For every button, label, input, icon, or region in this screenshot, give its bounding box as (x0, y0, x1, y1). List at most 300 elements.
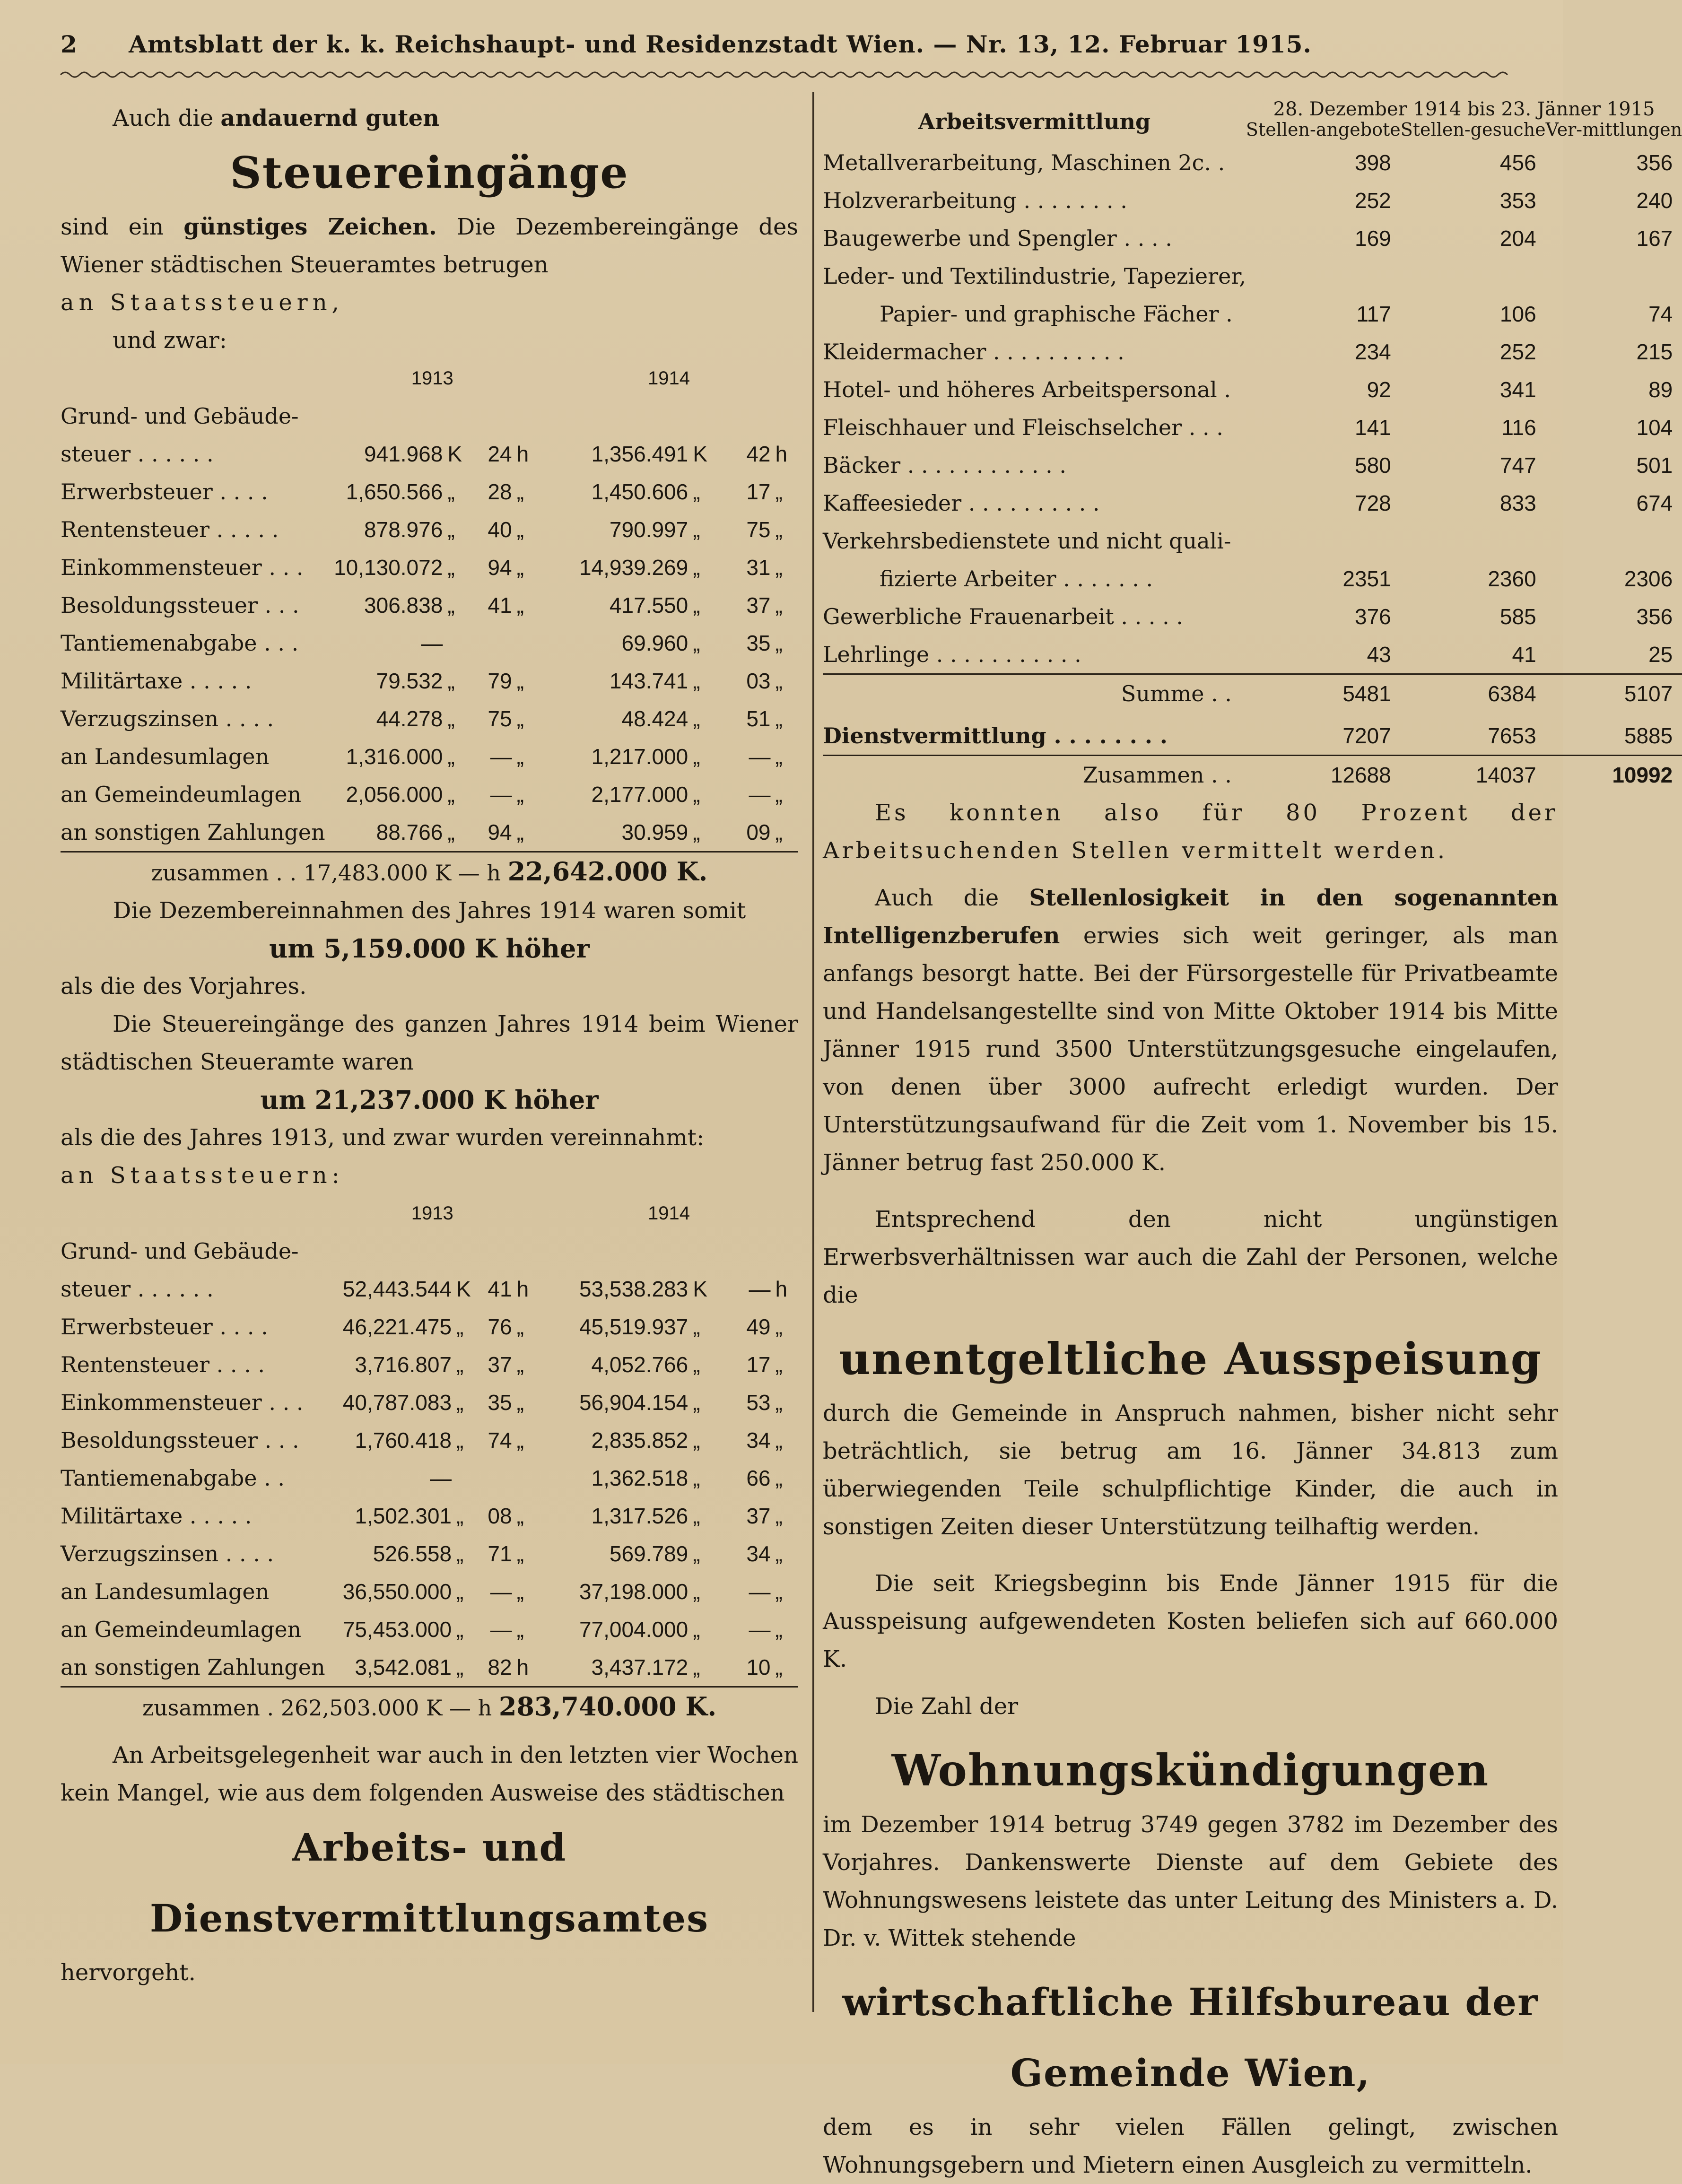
row-label: Lehrlinge . . . . . . . . . . . (823, 642, 1081, 667)
value-1913: 3,716.807 (355, 1352, 452, 1377)
row-label: Fleischhauer und Fleischselcher . . . (823, 415, 1223, 440)
unit: „ (516, 1314, 524, 1339)
value-1913: 44.278 (376, 706, 443, 731)
unit: „ (693, 1617, 700, 1642)
unit: „ (516, 479, 524, 504)
row-label: Leder- und Textilindustrie, Tapezierer, (823, 263, 1246, 289)
paragraph-vorjahr: als die des Vorjahres. (61, 973, 307, 1000)
value-1914: 1,317.526 (591, 1504, 688, 1528)
table-row (61, 548, 798, 586)
heller-1913: 08 (488, 1504, 512, 1528)
value-1914: 14,939.269 (579, 555, 688, 580)
unit: „ (693, 744, 700, 769)
row-value-c: 74 (1648, 302, 1673, 326)
p6-post: erwies sich weit geringer, als man anfangs besorgt hatte. Bei der Fürsorgestelle für Privatbeamte und Handelsangestellte sind von Mitte Oktober 1914 bis Mitte Jänner 1915 rund 3500 Unterstützungsgesuche eingelaufen, von denen über 3000 aufrecht erledigt wurden. Der Unterstützungsaufwand für die Zeit vom 1. November bis 15. Jänner betrug fast 250.000 K. (823, 922, 1558, 1176)
unit: „ (775, 479, 783, 504)
unit: „ (693, 706, 700, 731)
unit: h (516, 1655, 529, 1679)
unit: „ (693, 1428, 700, 1453)
unit: „ (693, 782, 700, 807)
row-value-a: 141 (1354, 415, 1391, 440)
heller-1914: 35 (746, 631, 771, 655)
unit: „ (775, 744, 783, 769)
zusammen-a: 12688 (1246, 755, 1401, 794)
row-label: Erwerbsteuer . . . . (61, 1314, 268, 1340)
paragraph-ganzes-jahr: Die Steuereingänge des ganzen Jahres 1914 beim Wiener städtischen Steueramte waren (61, 1011, 798, 1075)
tax-table-december (61, 359, 798, 892)
row-value-b: 41 (1512, 642, 1536, 667)
unit: „ (516, 1579, 524, 1604)
unit: „ (775, 631, 783, 655)
summe-a: 5481 (1246, 674, 1401, 713)
value-1913: 306.838 (364, 593, 443, 618)
unit: „ (693, 1655, 700, 1679)
value-1914: 56,904.154 (579, 1390, 688, 1415)
total-value: 283,740.000 K. (498, 1691, 717, 1722)
gazette-title: Amtsblatt der k. k. Reichshaupt- und Residenzstadt Wien. — Nr. 13, 12. Februar 1915. (129, 30, 1312, 58)
value-1913: 878.976 (364, 517, 443, 542)
paragraph-ausgleich: dem es in sehr vielen Fällen gelingt, zwischen Wohnungsgebern und Mietern einen Ausgleich zu vermitteln. (823, 2114, 1558, 2178)
unit: „ (693, 631, 700, 655)
heller-1914: 42 (746, 442, 771, 466)
table-row (823, 446, 1682, 484)
heading-arbeitsamt: Arbeits- und Dienstvermittlungsamtes (149, 1825, 709, 1940)
row-value-c: 501 (1636, 453, 1673, 478)
total-label: zusammen . . 17,483.000 K — h (151, 860, 501, 886)
intro-bold: andauernd guten (220, 105, 440, 131)
unit: „ (693, 555, 700, 580)
value-1913: 1,502.301 (355, 1504, 452, 1528)
p6-bold: Stellenlosigkeit in den sogenannten Intelligenzberufen (823, 884, 1559, 949)
heller-1913: 76 (488, 1314, 512, 1339)
paragraph-erwerbsverhaeltnisse: Entsprechend den nicht ungünstigen Erwerbsverhältnissen war auch die Zahl der Personen, welche die (823, 1206, 1558, 1308)
value-1914: 48.424 (621, 706, 688, 731)
row-label: an Gemeindeumlagen (61, 1617, 302, 1642)
value-1913: 1,316.000 (346, 744, 443, 769)
value-1913: 1,760.418 (355, 1428, 452, 1453)
heller-1913: 41 (488, 593, 512, 618)
column-divider (812, 92, 814, 2012)
heller-1914: 31 (746, 555, 771, 580)
heller-1913: 40 (488, 517, 512, 542)
zusammen-c: 10992 (1546, 755, 1682, 794)
row-value-c: 2306 (1624, 566, 1673, 591)
heller-1913: 74 (488, 1428, 512, 1453)
value-1913: 40,787.083 (342, 1390, 452, 1415)
intro-text: Auch die (113, 105, 221, 131)
heller-1914: 37 (746, 593, 771, 618)
row-value-a: 43 (1367, 642, 1391, 667)
row-value-a: 398 (1354, 150, 1391, 175)
heller-1913 (475, 1459, 512, 1497)
paragraph-80-prozent: Es konnten also für 80 Prozent der Arbeitsuchenden Stellen vermittelt werden. (823, 799, 1558, 864)
value-1914: 1,450.606 (591, 479, 688, 504)
unit: „ (447, 593, 455, 618)
row-label: Gewerbliche Frauenarbeit . . . . . (823, 604, 1183, 629)
row-value-b: 585 (1499, 604, 1536, 629)
row-label: Erwerbsteuer . . . . (61, 479, 268, 505)
row-label: Kaffeesieder . . . . . . . . . . (823, 490, 1100, 516)
heller-1914: — (749, 782, 771, 807)
row-value-c (1546, 522, 1682, 560)
unit: „ (775, 1428, 783, 1453)
unit: „ (456, 1352, 464, 1377)
table-row (823, 257, 1682, 295)
total-label: zusammen . 262,503.000 K — h (142, 1695, 492, 1721)
value-1913: 10,130.072 (334, 555, 443, 580)
col-stellengesuche: Stellen-gesuche (1400, 119, 1546, 140)
heller-1913: — (490, 1579, 512, 1604)
row-value-b: 116 (1501, 415, 1536, 440)
row-value-a: 728 (1354, 491, 1391, 515)
zusammen-b: 14037 (1401, 755, 1546, 794)
row-value-a: 376 (1354, 604, 1391, 629)
unit: „ (775, 1390, 783, 1415)
table-row (61, 1648, 798, 1687)
heller-1914: 37 (746, 1504, 771, 1528)
row-value-b: 2360 (1488, 566, 1536, 591)
heller-1913 (471, 624, 512, 662)
p1-post: Die Dezembereingänge des Wiener städtischen Steueramtes betrugen (61, 214, 798, 278)
unit: „ (693, 1352, 700, 1377)
unit: „ (775, 517, 783, 542)
unit: „ (693, 1390, 700, 1415)
row-value-a: 117 (1356, 302, 1391, 326)
row-label: steuer . . . . . . (61, 441, 214, 467)
row-value-c: 215 (1636, 339, 1673, 364)
unit: „ (516, 555, 524, 580)
row-value-c: 89 (1648, 377, 1673, 402)
unit: „ (456, 1541, 464, 1566)
unit: „ (775, 1617, 783, 1642)
row-value-a: 580 (1354, 453, 1391, 478)
row-value-a: 234 (1354, 339, 1391, 364)
paragraph-dezember (61, 208, 798, 284)
unit: „ (693, 1466, 700, 1490)
row-value-c: 25 (1648, 642, 1673, 667)
row-label: Holzverarbeitung . . . . . . . . (823, 188, 1127, 213)
col-vermittlungen: Ver-mittlungen (1545, 119, 1682, 140)
page-number: 2 (61, 30, 78, 58)
heller-1914: 34 (746, 1428, 771, 1453)
row-label: Verzugszinsen . . . . (61, 1541, 274, 1566)
row-value-b: 341 (1499, 377, 1536, 402)
employment-table-title: Arbeitsvermittlung (918, 109, 1151, 134)
value-1914: 37,198.000 (579, 1579, 688, 1604)
heller-1914: — (749, 1579, 771, 1604)
dienst-c: 5885 (1624, 723, 1673, 748)
table-row (61, 662, 798, 700)
heller-1914: 17 (746, 1352, 771, 1377)
unit: „ (447, 706, 455, 731)
table-row-label: Grund- und Gebäude- (61, 1238, 299, 1264)
heller-1913: 35 (488, 1390, 512, 1415)
row-value-b: 204 (1499, 226, 1536, 251)
row-value-a: 169 (1354, 226, 1391, 251)
heller-1913: — (490, 1617, 512, 1642)
header-wavy-rule (61, 70, 1508, 79)
value-1914: 45,519.937 (579, 1314, 688, 1339)
heller-1913: 94 (488, 555, 512, 580)
unit: „ (693, 1579, 700, 1604)
unit: „ (693, 479, 700, 504)
unit: „ (693, 1504, 700, 1528)
page-header (61, 27, 1323, 61)
table-row (823, 144, 1682, 182)
row-label: Militärtaxe . . . . . (61, 668, 252, 694)
tax-table-year (61, 1194, 798, 1727)
unit: „ (775, 1541, 783, 1566)
row-label: Kleidermacher . . . . . . . . . . (823, 339, 1124, 365)
unit: K (693, 1277, 707, 1301)
table-row (823, 522, 1682, 560)
row-value-a: 92 (1367, 377, 1391, 402)
unit: „ (516, 706, 524, 731)
row-label: Papier- und graphische Fächer . (880, 301, 1233, 327)
row-label: Baugewerbe und Spengler . . . . (823, 226, 1172, 251)
heller-1913: — (490, 782, 512, 807)
value-1914: 53,538.283 (579, 1277, 688, 1301)
row-label: Hotel- und höheres Arbeitspersonal . (823, 377, 1231, 402)
row-value-b: 106 (1499, 302, 1536, 326)
heller-1913: — (490, 744, 512, 769)
table-total (61, 1687, 798, 1727)
unit: „ (456, 1504, 464, 1528)
unit: „ (447, 479, 455, 504)
value-1913: 36,550.000 (342, 1579, 452, 1604)
row-label: Einkommensteuer . . . (61, 555, 304, 580)
table-row (61, 1573, 798, 1610)
unit: „ (775, 1579, 783, 1604)
value-1913: 526.558 (373, 1541, 452, 1566)
table-row (823, 560, 1682, 598)
table-row (823, 598, 1682, 635)
unit: „ (456, 1655, 464, 1679)
unit: „ (447, 744, 455, 769)
unit: „ (447, 669, 455, 693)
paragraph-stellenlosigkeit (823, 879, 1558, 1182)
unit (443, 624, 471, 662)
paragraph-gemeinde: durch die Gemeinde in Anspruch nahmen, bisher nicht sehr beträchtlich, sie betrug am 16. Jänner 34.813 zum überwiegenden Teile schulpflichtige Kinder, die auch in sonstigen Zeiten dieser Unterstützung teilhaftig werden. (823, 1400, 1558, 1540)
paragraph-zahl-der: Die Zahl der (875, 1693, 1019, 1720)
value-1913: — (421, 631, 443, 655)
paragraph-kriegsbeginn: Die seit Kriegsbeginn bis Ende Jänner 1915 für die Ausspeisung aufgewendeten Kosten beliefen sich auf 660.000 K. (823, 1570, 1558, 1672)
staatssteuern-label: an Staatssteuern, (61, 289, 344, 316)
row-label: an Landesumlagen (61, 744, 270, 769)
value-1914: 569.789 (609, 1541, 688, 1566)
summe-label: Summe . . (823, 674, 1246, 713)
summe-c: 5107 (1546, 674, 1682, 713)
unit: „ (516, 1352, 524, 1377)
unit: K (693, 442, 707, 466)
row-value-a (1246, 522, 1401, 560)
value-1914: 143.741 (609, 669, 688, 693)
heller-1913: 75 (488, 706, 512, 731)
row-label: an Gemeindeumlagen (61, 782, 302, 807)
table-row (61, 738, 798, 775)
year-1914: 1914 (648, 368, 690, 389)
unit: „ (456, 1617, 464, 1642)
unit: K (447, 442, 462, 466)
table-row (61, 435, 798, 473)
table-row (823, 219, 1682, 257)
p6-text: Auch die (875, 884, 1029, 911)
value-1914: 3,437.172 (591, 1655, 688, 1679)
row-value-c: 104 (1636, 415, 1673, 440)
value-1914: 77,004.000 (579, 1617, 688, 1642)
paragraph-dezember-1914: im Dezember 1914 betrug 3749 gegen 3782 im Dezember des Vorjahres. Dankenswerte Dienste auf dem Gebiete des Wohnungswesens leistete das unter Leitung des Ministers a. D. Dr. v. Wittek stehende (823, 1811, 1558, 1951)
intro-line (61, 99, 798, 137)
unit: „ (693, 1314, 700, 1339)
unit: „ (775, 820, 783, 844)
value-1913: 52,443.544 (342, 1277, 452, 1301)
unit: „ (516, 1504, 524, 1528)
value-1914: 1,356.491 (591, 442, 688, 466)
staatssteuern-label-2: an Staatssteuern: (61, 1162, 344, 1189)
value-1913: 1,650.566 (346, 479, 443, 504)
table-row (61, 1535, 798, 1573)
value-1914: 790.997 (609, 517, 688, 542)
table-row (61, 775, 798, 813)
heller-1913: 41 (488, 1277, 512, 1301)
total-value: 22,642.000 K. (507, 856, 708, 887)
table-row (61, 700, 798, 738)
paragraph-vereinnahmt: als die des Jahres 1913, und zwar wurden vereinnahmt: (61, 1124, 705, 1151)
value-1914: 2,835.852 (591, 1428, 688, 1453)
table-row (61, 586, 798, 624)
table-row (823, 333, 1682, 371)
table-row (61, 1270, 798, 1308)
table-row (823, 371, 1682, 409)
heading-hilfsbureau: wirtschaftliche Hilfsbureau der Gemeinde Wien, (842, 1979, 1539, 2095)
unit: „ (516, 1390, 524, 1415)
unit: „ (516, 744, 524, 769)
unit: „ (775, 782, 783, 807)
value-1913: — (430, 1466, 452, 1490)
row-label: Militärtaxe . . . . . (61, 1503, 252, 1529)
unit: „ (693, 593, 700, 618)
dienst-a: 7207 (1342, 723, 1391, 748)
unit: „ (775, 1466, 783, 1490)
unit: „ (775, 1655, 783, 1679)
row-label: an sonstigen Zahlungen (61, 1654, 325, 1680)
row-value-c: 356 (1636, 604, 1673, 629)
value-1914: 1,362.518 (591, 1466, 688, 1490)
unit: „ (775, 706, 783, 731)
left-column (61, 99, 798, 1992)
table-row (61, 1421, 798, 1459)
unit: „ (447, 517, 455, 542)
unit: „ (775, 669, 783, 693)
value-1913: 3,542.081 (355, 1655, 452, 1679)
table-total (61, 852, 798, 892)
row-value-c: 240 (1636, 188, 1673, 213)
row-value-b (1401, 257, 1546, 295)
heading-steuereingaenge: Steuereingänge (230, 147, 629, 198)
heller-1914: 51 (746, 706, 771, 731)
row-label: Rentensteuer . . . . (61, 1352, 265, 1377)
row-label: Metallverarbeitung, Maschinen 2c. . (823, 150, 1225, 175)
table-row (61, 1459, 798, 1497)
heller-1914: 66 (746, 1466, 771, 1490)
paragraph-hervorgeht: hervorgeht. (61, 1959, 196, 1986)
heller-1914: 34 (746, 1541, 771, 1566)
table-row (61, 813, 798, 852)
table-row (61, 1308, 798, 1346)
table-row (61, 624, 798, 662)
value-1913: 88.766 (376, 820, 443, 844)
row-value-b: 747 (1499, 453, 1536, 478)
unit: „ (456, 1314, 464, 1339)
unit: „ (775, 1314, 783, 1339)
p1-text: sind ein (61, 214, 184, 240)
row-value-a (1246, 257, 1401, 295)
employment-table (823, 99, 1682, 794)
unit: h (516, 1277, 529, 1301)
unit: „ (775, 593, 783, 618)
heller-1914: 09 (746, 820, 771, 844)
table-row (61, 473, 798, 511)
p1-bold: günstiges Zeichen. (183, 214, 437, 240)
und-zwar-label: und zwar: (113, 327, 227, 354)
unit (512, 624, 540, 662)
heading-ausspeisung: unentgeltliche Ausspeisung (839, 1333, 1542, 1384)
row-value-b (1401, 522, 1546, 560)
heller-1913: 71 (488, 1541, 512, 1566)
row-label: an Landesumlagen (61, 1579, 270, 1604)
heller-1913: 37 (488, 1352, 512, 1377)
heller-1913: 24 (488, 442, 512, 466)
value-1914: 417.550 (609, 593, 688, 618)
unit: K (456, 1277, 471, 1301)
row-label: Verkehrsbedienstete und nicht quali- (823, 528, 1231, 554)
dienst-b: 7653 (1488, 723, 1536, 748)
value-1914: 30.959 (621, 820, 688, 844)
zusammen-label: Zusammen . . (823, 755, 1246, 794)
unit: „ (456, 1428, 464, 1453)
unit (512, 1459, 540, 1497)
value-1913: 46,221.475 (342, 1314, 452, 1339)
unit: „ (447, 555, 455, 580)
row-value-c: 356 (1636, 150, 1673, 175)
value-1913: 2,056.000 (346, 782, 443, 807)
value-1914: 2,177.000 (591, 782, 688, 807)
unit: h (775, 442, 788, 466)
table-row (823, 484, 1682, 522)
value-1914: 69.960 (621, 631, 688, 655)
value-1913: 75,453.000 (342, 1617, 452, 1642)
unit: „ (516, 1428, 524, 1453)
row-value-c: 167 (1636, 226, 1673, 251)
unit: „ (693, 1541, 700, 1566)
employment-period: 28. Dezember 1914 bis 23. Jänner 1915 (1273, 98, 1655, 120)
row-label: Bäcker . . . . . . . . . . . . (823, 452, 1067, 478)
summe-b: 6384 (1401, 674, 1546, 713)
table-row (823, 409, 1682, 446)
heller-1914: 17 (746, 479, 771, 504)
unit: „ (516, 1617, 524, 1642)
unit: „ (516, 593, 524, 618)
heading-wohnungskuendigungen: Wohnungskündigungen (891, 1744, 1490, 1796)
value-1914: 1,217.000 (591, 744, 688, 769)
heller-1914: 03 (746, 669, 771, 693)
unit: „ (693, 669, 700, 693)
heller-1913: 94 (488, 820, 512, 844)
unit: „ (516, 517, 524, 542)
table-row-label: Grund- und Gebäude- (61, 403, 299, 429)
heller-1914: 53 (746, 1390, 771, 1415)
row-value-b: 456 (1499, 150, 1536, 175)
